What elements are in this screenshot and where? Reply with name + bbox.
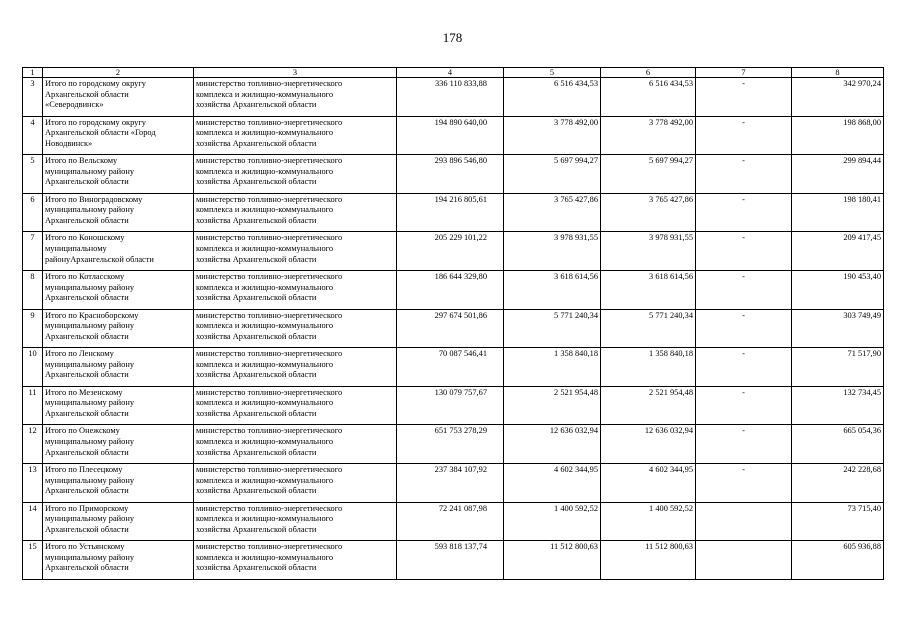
header-row <box>23 68 884 78</box>
recipient-name-line: муниципальному району <box>45 552 135 562</box>
table-row <box>23 155 884 194</box>
recipient-name <box>43 78 194 117</box>
value-col-6: 1 358 840,18 <box>601 348 696 387</box>
recipient-name <box>43 270 194 309</box>
value-col-6: 2 521 954,48 <box>601 386 696 425</box>
row-number: 5 <box>23 155 43 194</box>
ministry-name-line: министерство топливно-энергетического <box>196 426 343 436</box>
ministry-name-line: министерство топливно-энергетического <box>196 464 343 474</box>
value-col-7 <box>696 541 792 580</box>
data-table <box>22 67 884 580</box>
ministry-name-line: министерство топливно-энергетического <box>196 271 343 281</box>
recipient-name <box>43 348 194 387</box>
ministry-name-line: комплекса и жилищно-коммунального <box>196 243 334 253</box>
value-col-5: 4 602 344,95 <box>504 463 601 502</box>
value-col-8: 132 734,45 <box>792 386 884 425</box>
recipient-name-line: муниципальному району <box>45 282 135 292</box>
value-col-5: 1 358 840,18 <box>504 348 601 387</box>
row-number: 15 <box>23 541 43 580</box>
column-header-5: 5 <box>504 68 601 78</box>
ministry-name-line: хозяйства Архангельской области <box>196 138 317 148</box>
value-col-4: 205 229 101,22 <box>397 232 504 271</box>
recipient-name <box>43 193 194 232</box>
value-col-7: - <box>696 155 792 194</box>
column-header-2: 2 <box>43 68 194 78</box>
ministry-name-line: комплекса и жилищно-коммунального <box>196 475 334 485</box>
recipient-name-line: муниципальному району <box>45 475 135 485</box>
ministry-name-line: хозяйства Архангельской области <box>196 254 317 264</box>
ministry-name-line: министерство топливно-энергетического <box>196 233 343 243</box>
ministry-name-line: министерство топливно-энергетического <box>196 156 343 166</box>
value-col-8: 605 936,88 <box>792 541 884 580</box>
recipient-name-line: Итого по городскому округу <box>45 117 146 127</box>
ministry-name-line: министерство топливно-энергетического <box>196 542 343 552</box>
recipient-name-line: Архангельской области <box>45 408 129 418</box>
ministry-name <box>194 78 397 117</box>
ministry-name-line: комплекса и жилищно-коммунального <box>196 205 334 215</box>
ministry-name-line: министерство топливно-энергетического <box>196 387 343 397</box>
ministry-name <box>194 116 397 155</box>
ministry-name <box>194 463 397 502</box>
value-col-5: 3 978 931,55 <box>504 232 601 271</box>
ministry-name-line: комплекса и жилищно-коммунального <box>196 436 334 446</box>
ministry-name <box>194 270 397 309</box>
table-row <box>23 463 884 502</box>
page-number: 178 <box>442 30 463 45</box>
ministry-name-line: хозяйства Архангельской области <box>196 177 317 187</box>
value-col-5: 11 512 800,63 <box>504 541 601 580</box>
ministry-name-line: комплекса и жилищно-коммунального <box>196 89 334 99</box>
value-col-4: 237 384 107,92 <box>397 463 504 502</box>
ministry-name <box>194 309 397 348</box>
table-row <box>23 541 884 580</box>
value-col-5: 3 778 492,00 <box>504 116 601 155</box>
table-row <box>23 116 884 155</box>
value-col-6: 3 765 427,86 <box>601 193 696 232</box>
recipient-name-line: Итого по городскому округу <box>45 79 146 88</box>
row-number: 8 <box>23 270 43 309</box>
recipient-name-line: «Северодвинск» <box>45 100 104 110</box>
recipient-name-line: Итого по Плесецкому <box>45 464 123 474</box>
recipient-name <box>43 502 194 541</box>
recipient-name-line: муниципальному району <box>45 321 135 331</box>
value-col-7: - <box>696 425 792 464</box>
recipient-name-line: Итого по Мезенскому <box>45 387 123 397</box>
value-col-4: 297 674 501,86 <box>397 309 504 348</box>
value-col-8: 198 868,00 <box>792 116 884 155</box>
ministry-name-line: министерство топливно-энергетического <box>196 117 343 127</box>
row-number: 12 <box>23 425 43 464</box>
value-col-7: - <box>696 116 792 155</box>
table-row <box>23 270 884 309</box>
value-col-8: 190 453,40 <box>792 270 884 309</box>
column-header-3: 3 <box>194 68 397 78</box>
ministry-name-line: хозяйства Архангельской области <box>196 293 317 303</box>
value-col-4: 651 753 278,29 <box>397 425 504 464</box>
ministry-name-line: комплекса и жилищно-коммунального <box>196 514 334 524</box>
recipient-name-line: Итого по Приморскому <box>45 503 129 513</box>
recipient-name-line: Архангельской области <box>45 370 129 380</box>
ministry-name <box>194 155 397 194</box>
ministry-name <box>194 386 397 425</box>
recipient-name <box>43 232 194 271</box>
recipient-name-line: Итого по Котласскому <box>45 271 125 281</box>
recipient-name-line: Итого по Устьянскому <box>45 542 125 552</box>
value-col-7: - <box>696 463 792 502</box>
value-col-6: 11 512 800,63 <box>601 541 696 580</box>
ministry-name-line: министерство топливно-энергетического <box>196 194 343 204</box>
value-col-6: 1 400 592,52 <box>601 502 696 541</box>
value-col-7: - <box>696 309 792 348</box>
ministry-name-line: хозяйства Архангельской области <box>196 408 317 418</box>
value-col-4: 194 216 805,61 <box>397 193 504 232</box>
ministry-name-line: комплекса и жилищно-коммунального <box>196 552 334 562</box>
recipient-name-line: муниципальному району <box>45 398 135 408</box>
recipient-name-line: Архангельской области «Город <box>45 128 156 138</box>
value-col-8: 342 970,24 <box>792 78 884 117</box>
recipient-name-line: районуАрхангельской области <box>45 254 154 264</box>
recipient-name-line: муниципальному району <box>45 514 135 524</box>
row-number: 4 <box>23 116 43 155</box>
ministry-name-line: хозяйства Архангельской области <box>196 100 317 110</box>
recipient-name-line: Архангельской области <box>45 331 129 341</box>
value-col-4: 186 644 329,80 <box>397 270 504 309</box>
recipient-name-line: Итого по Вельскому <box>45 156 118 166</box>
recipient-name-line: муниципальному <box>45 243 107 253</box>
ministry-name-line: комплекса и жилищно-коммунального <box>196 166 334 176</box>
recipient-name-line: Новодвинск» <box>45 138 93 148</box>
value-col-4: 130 079 757,67 <box>397 386 504 425</box>
table-row <box>23 232 884 271</box>
ministry-name-line: хозяйства Архангельской области <box>196 331 317 341</box>
value-col-7: - <box>696 78 792 117</box>
table-row <box>23 386 884 425</box>
value-col-8: 73 715,40 <box>792 502 884 541</box>
value-col-6: 6 516 434,53 <box>601 78 696 117</box>
ministry-name-line: хозяйства Архангельской области <box>196 524 317 534</box>
recipient-name <box>43 463 194 502</box>
ministry-name-line: хозяйства Архангельской области <box>196 486 317 496</box>
row-number: 13 <box>23 463 43 502</box>
column-header-6: 6 <box>601 68 696 78</box>
ministry-name <box>194 193 397 232</box>
recipient-name-line: Итого по Виноградовскому <box>45 194 143 204</box>
value-col-8: 198 180,41 <box>792 193 884 232</box>
row-number: 9 <box>23 309 43 348</box>
row-number: 14 <box>23 502 43 541</box>
value-col-5: 5 697 994,27 <box>504 155 601 194</box>
recipient-name-line: муниципальному району <box>45 359 135 369</box>
recipient-name <box>43 309 194 348</box>
value-col-7: - <box>696 232 792 271</box>
table-row <box>23 502 884 541</box>
ministry-name-line: хозяйства Архангельской области <box>196 370 317 380</box>
column-header-4: 4 <box>397 68 504 78</box>
recipient-name-line: Архангельской области <box>45 486 129 496</box>
value-col-6: 12 636 032,94 <box>601 425 696 464</box>
recipient-name-line: Архангельской области <box>45 89 129 99</box>
recipient-name-line: муниципальному району <box>45 436 135 446</box>
value-col-7: - <box>696 270 792 309</box>
table-row <box>23 78 884 117</box>
value-col-8: 303 749,49 <box>792 309 884 348</box>
table-body <box>23 78 884 580</box>
value-col-8: 299 894,44 <box>792 155 884 194</box>
recipient-name-line: муниципальному району <box>45 166 135 176</box>
value-col-6: 3 978 931,55 <box>601 232 696 271</box>
ministry-name-line: комплекса и жилищно-коммунального <box>196 321 334 331</box>
column-header-7: 7 <box>696 68 792 78</box>
recipient-name-line: Архангельской области <box>45 293 129 303</box>
recipient-name-line: Итого по Красноборскому <box>45 310 139 320</box>
row-number: 7 <box>23 232 43 271</box>
table-row <box>23 425 884 464</box>
ministry-name <box>194 502 397 541</box>
value-col-5: 3 765 427,86 <box>504 193 601 232</box>
recipient-name-line: муниципальному району <box>45 205 135 215</box>
value-col-4: 293 896 546,80 <box>397 155 504 194</box>
recipient-name-line: Итого по Коношскому <box>45 233 125 243</box>
value-col-5: 1 400 592,52 <box>504 502 601 541</box>
value-col-8: 665 054,36 <box>792 425 884 464</box>
row-number: 6 <box>23 193 43 232</box>
column-header-1: 1 <box>23 68 43 78</box>
ministry-name-line: комплекса и жилищно-коммунального <box>196 128 334 138</box>
value-col-5: 6 516 434,53 <box>504 78 601 117</box>
value-col-6: 3 618 614,56 <box>601 270 696 309</box>
value-col-4: 336 110 833,88 <box>397 78 504 117</box>
recipient-name <box>43 386 194 425</box>
value-col-6: 3 778 492,00 <box>601 116 696 155</box>
recipient-name-line: Архангельской области <box>45 563 129 573</box>
recipient-name-line: Архангельской области <box>45 524 129 534</box>
value-col-5: 12 636 032,94 <box>504 425 601 464</box>
value-col-8: 71 517,90 <box>792 348 884 387</box>
table-row <box>23 348 884 387</box>
value-col-4: 593 818 137,74 <box>397 541 504 580</box>
ministry-name-line: министерство топливно-энергетического <box>196 310 343 320</box>
ministry-name-line: министерство топливно-энергетического <box>196 503 343 513</box>
ministry-name-line: хозяйства Архангельской области <box>196 215 317 225</box>
column-header-8: 8 <box>792 68 884 78</box>
recipient-name-line: Архангельской области <box>45 177 129 187</box>
ministry-name <box>194 232 397 271</box>
recipient-name-line: Архангельской области <box>45 447 129 457</box>
value-col-6: 4 602 344,95 <box>601 463 696 502</box>
value-col-7: - <box>696 193 792 232</box>
recipient-name-line: Итого по Онежскому <box>45 426 120 436</box>
ministry-name-line: комплекса и жилищно-коммунального <box>196 398 334 408</box>
table-row <box>23 309 884 348</box>
recipient-name <box>43 425 194 464</box>
value-col-7: - <box>696 386 792 425</box>
row-number: 11 <box>23 386 43 425</box>
recipient-name <box>43 116 194 155</box>
ministry-name-line: министерство топливно-энергетического <box>196 349 343 359</box>
value-col-7: - <box>696 348 792 387</box>
row-number: 10 <box>23 348 43 387</box>
value-col-7 <box>696 502 792 541</box>
value-col-6: 5 697 994,27 <box>601 155 696 194</box>
ministry-name <box>194 348 397 387</box>
value-col-8: 242 228,68 <box>792 463 884 502</box>
ministry-name-line: комплекса и жилищно-коммунального <box>196 282 334 292</box>
value-col-6: 5 771 240,34 <box>601 309 696 348</box>
value-col-5: 5 771 240,34 <box>504 309 601 348</box>
ministry-name <box>194 541 397 580</box>
recipient-name <box>43 541 194 580</box>
value-col-4: 72 241 087,98 <box>397 502 504 541</box>
value-col-5: 2 521 954,48 <box>504 386 601 425</box>
value-col-8: 209 417,45 <box>792 232 884 271</box>
ministry-name-line: хозяйства Архангельской области <box>196 563 317 573</box>
ministry-name-line: хозяйства Архангельской области <box>196 447 317 457</box>
ministry-name-line: комплекса и жилищно-коммунального <box>196 359 334 369</box>
ministry-name-line: министерство топливно-энергетического <box>196 79 343 88</box>
table-row <box>23 193 884 232</box>
value-col-5: 3 618 614,56 <box>504 270 601 309</box>
recipient-name-line: Архангельской области <box>45 215 129 225</box>
recipient-name-line: Итого по Ленскому <box>45 349 114 359</box>
value-col-4: 194 890 640,00 <box>397 116 504 155</box>
ministry-name <box>194 425 397 464</box>
row-number: 3 <box>23 78 43 117</box>
value-col-4: 70 087 546,41 <box>397 348 504 387</box>
recipient-name <box>43 155 194 194</box>
